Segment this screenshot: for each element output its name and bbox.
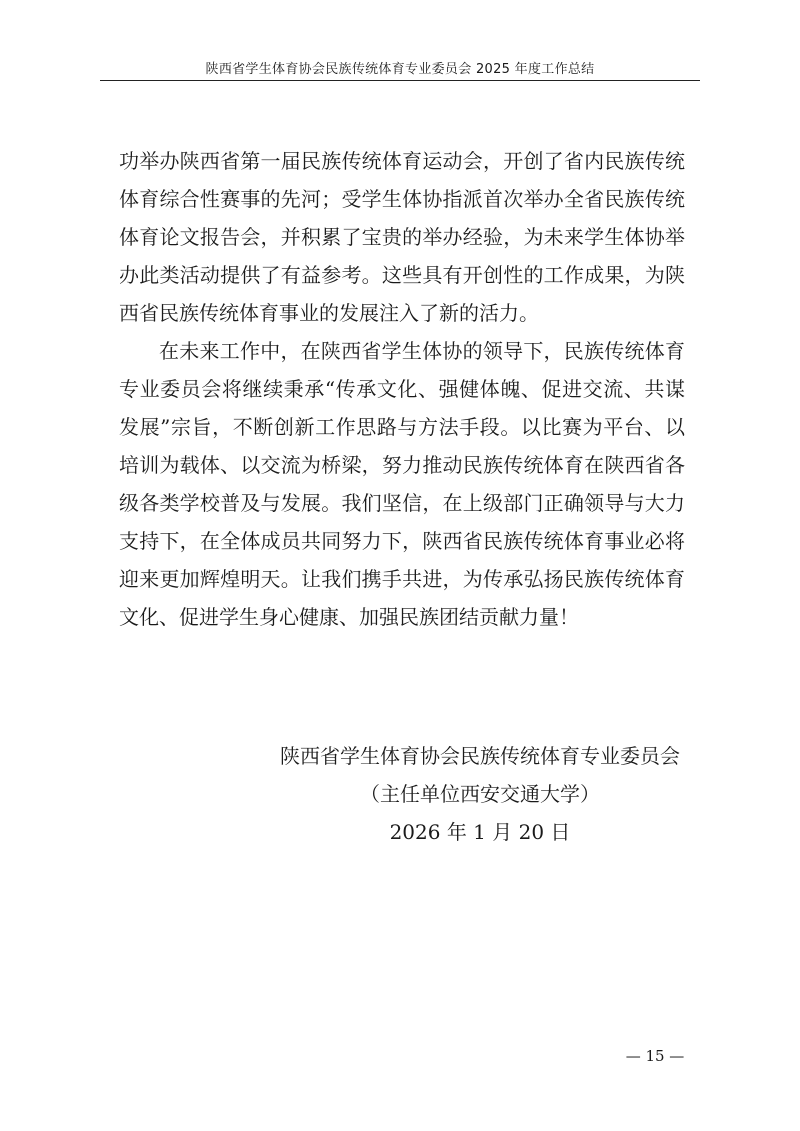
paragraph-future-work: 在未来工作中，在陕西省学生体协的领导下，民族传统体育专业委员会将继续秉承“传承文化、强健体魄、促进交流、共谋发展”宗旨，不断创新工作思路与方法手段。以比赛为平台、以培训为载体、以交流为桥梁，努力推动民族传统体育在陕西省各级各类学校普及与发展。我们坚信，在上级部门正确领导与大力支持下，在全体成员共同努力下，陕西省民族传统体育事业必将迎来更加辉煌明天。让我们携手共进，为传承弘扬民族传统体育文化、促进学生身心健康、加强民族团结贡献力量！ [119, 339, 685, 629]
signature-block [230, 737, 730, 851]
page-number: — 15 — [625, 1047, 685, 1065]
paragraph-continuation: 功举办陕西省第一届民族传统体育运动会，开创了省内民族传统体育综合性赛事的先河；受学生体协指派首次举办全省民族传统体育论文报告会，并积累了宝贵的举办经验，为未来学生体协举办此类活动提供了有益参考。这些具有开创性的工作成果，为陕西省民族传统体育事业的发展注入了新的活力。 [119, 149, 685, 325]
running-header-title: 陕西省学生体育协会民族传统体育专业委员会 2025 年度工作总结 [205, 62, 595, 77]
signature-date: 2026 年 1 月 20 日 [389, 820, 571, 844]
header-divider [100, 80, 700, 81]
signature-organization: 陕西省学生体育协会民族传统体育专业委员会 [280, 744, 680, 768]
signature-host-unit: （主任单位西安交通大学） [360, 782, 600, 806]
document-body [119, 142, 685, 636]
